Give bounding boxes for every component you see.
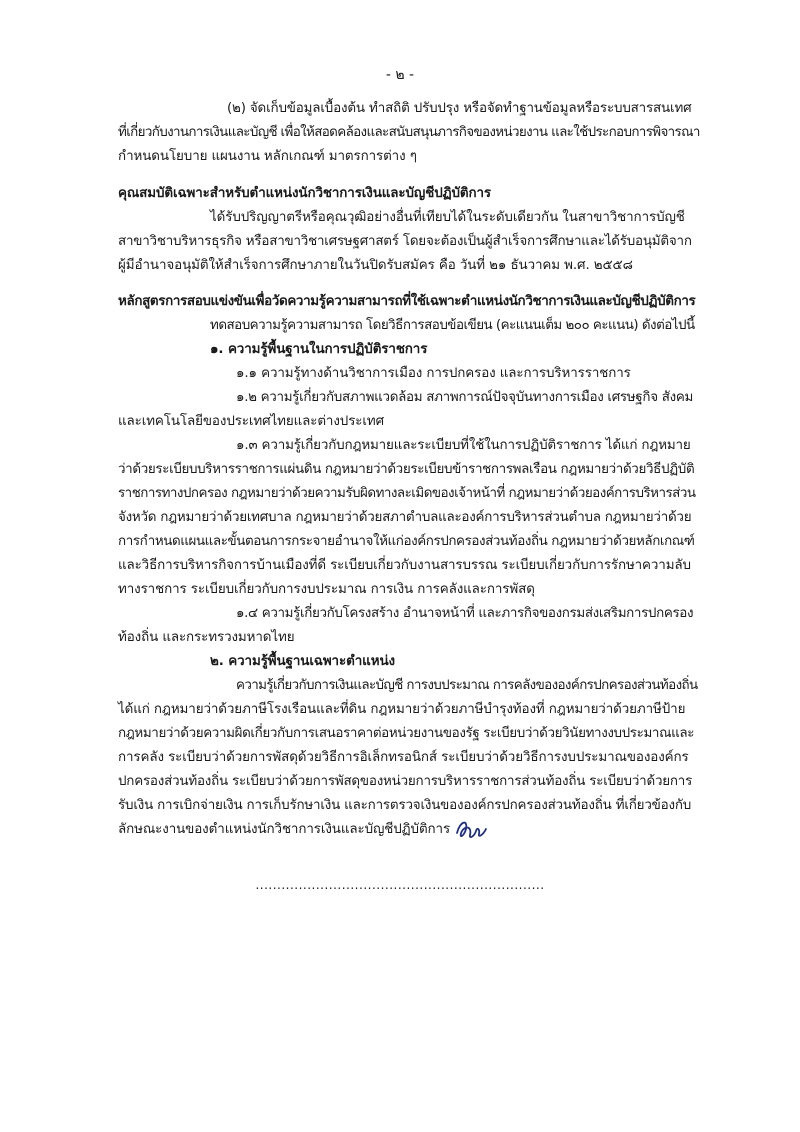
paragraph-line: ๑.๔ ความรู้เกี่ยวกับโครงสร้าง อำนาจหน้าที่ และภารกิจของกรมส่งเสริมการปกครอง — [236, 606, 694, 621]
signature-mark — [454, 817, 488, 843]
paragraph-line: และวิธีการบริหารกิจการบ้านเมืองที่ดี ระเบียบเกี่ยวกับงานสารบรรณ ระเบียบเกี่ยวกับการรักษาความลับ — [118, 558, 691, 573]
paragraph-line: ราชการทางปกครอง กฎหมายว่าด้วยความรับผิดทางละเมิดของเจ้าหน้าที่ กฎหมายว่าด้วยองค์การบริหารส่วน — [118, 486, 696, 501]
paragraph-line: กฎหมายว่าด้วยความผิดเกี่ยวกับการเสนอราคาต่อหน่วยงานของรัฐ ระเบียบว่าด้วยวินัยทางงบประมาณและ — [118, 726, 695, 741]
paragraph-line: รับเงิน การเบิกจ่ายเงิน การเก็บรักษาเงิน และการตรวจเงินขององค์กรปกครองส่วนท้องถิ่น ที่เกี่ยวข้องกับ — [118, 798, 692, 813]
paragraph-line: ได้แก่ กฎหมายว่าด้วยภาษีโรงเรือนและที่ดิน กฎหมายว่าด้วยภาษีบำรุงท้องที่ กฎหมายว่าด้วยภาษีป้าย — [118, 702, 686, 717]
paragraph-line: ทดสอบความรู้ความสามารถ โดยวิธีการสอบข้อเขียน (คะแนนเต็ม ๒๐๐ คะแนน) ดังต่อไปนี้ — [210, 318, 695, 333]
section-heading: คุณสมบัติเฉพาะสำหรับตำแหน่งนักวิชาการเงินและบัญชีปฏิบัติการ — [118, 186, 491, 201]
paragraph-line: ๑.๒ ความรู้เกี่ยวกับสภาพแวดล้อม สภาพการณ์ปัจจุบันทางการเมือง เศรษฐกิจ สังคม — [236, 390, 694, 405]
paragraph-line: ๑.๓ ความรู้เกี่ยวกับกฎหมายและระเบียบที่ใช้ในการปฏิบัติราชการ ได้แก่ กฎหมาย — [236, 438, 691, 453]
page-number: - ๒ - — [385, 67, 415, 83]
paragraph-line: ๑.๑ ความรู้ทางด้านวิชาการเมือง การปกครอง และการบริหารราชการ — [236, 366, 631, 381]
paragraph-line: ที่เกี่ยวกับงานการเงินและบัญชี เพื่อให้สอดคล้องและสนับสนุนภารกิจของหน่วยงาน และใช้ประกอบการพิจารณา — [118, 125, 700, 140]
paragraph-line: ท้องถิ่น และกระทรวงมหาดไทย — [118, 630, 295, 645]
paragraph-line: และเทคโนโลยีของประเทศไทยและต่างประเทศ — [118, 414, 384, 429]
subsection-heading: ๑. ความรู้พื้นฐานในการปฏิบัติราชการ — [210, 342, 428, 357]
paragraph-line: ได้รับปริญญาตรีหรือคุณวุฒิอย่างอื่นที่เทียบได้ในระดับเดียวกัน ในสาขาวิชาการบัญชี — [210, 210, 685, 225]
paragraph-line: จังหวัด กฎหมายว่าด้วยเทศบาล กฎหมายว่าด้วยสภาตำบลและองค์การบริหารส่วนตำบล กฎหมายว่าด้วย — [118, 510, 692, 525]
section-heading: หลักสูตรการสอบแข่งขันเพื่อวัดความรู้ความสามารถที่ใช้เฉพาะตำแหน่งนักวิชาการเงินและบัญชีปฏิบัติการ — [118, 294, 696, 309]
paragraph-line: การคลัง ระเบียบว่าด้วยการพัสดุด้วยวิธีการอิเล็กทรอนิกส์ ระเบียบว่าด้วยวิธีการงบประมาณขององค์กร — [118, 750, 689, 765]
paragraph-line: ลักษณะงานของตำแหน่งนักวิชาการเงินและบัญชีปฏิบัติการ — [118, 822, 451, 837]
paragraph-line: ความรู้เกี่ยวกับการเงินและบัญชี การงบประมาณ การคลังขององค์กรปกครองส่วนท้องถิ่น — [236, 678, 698, 693]
paragraph-line: กำหนดนโยบาย แผนงาน หลักเกณฑ์ มาตรการต่าง ๆ — [118, 149, 417, 164]
footer-rule: ................................................................... — [255, 878, 545, 892]
paragraph-line: ว่าด้วยระเบียบบริหารราชการแผ่นดิน กฎหมายว่าด้วยระเบียบข้าราชการพลเรือน กฎหมายว่าด้วยวิธีปฏิบัติ — [118, 462, 695, 477]
paragraph-line: (๒) จัดเก็บข้อมูลเบื้องต้น ทำสถิติ ปรับปรุง หรือจัดทำฐานข้อมูลหรือระบบสารสนเทศ — [227, 101, 692, 116]
paragraph-line: การกำหนดแผนและขั้นตอนการกระจายอำนาจให้แก่องค์กรปกครองส่วนท้องถิ่น กฎหมายว่าด้วยหลักเกณฑ์ — [118, 534, 695, 549]
paragraph-line: สาขาวิชาบริหารธุรกิจ หรือสาขาวิชาเศรษฐศาสตร์ โดยจะต้องเป็นผู้สำเร็จการศึกษาและได้รับอนุมัติจาก — [118, 234, 692, 249]
subsection-heading: ๒. ความรู้พื้นฐานเฉพาะตำแหน่ง — [210, 654, 395, 669]
paragraph-line: ผู้มีอำนาจอนุมัติให้สำเร็จการศึกษาภายในวันปิดรับสมัคร คือ วันที่ ๒๑ ธันวาคม พ.ศ. ๒๕๕๘ — [118, 258, 633, 273]
paragraph-line: ทางราชการ ระเบียบเกี่ยวกับการงบประมาณ การเงิน การคลังและการพัสดุ — [118, 582, 535, 597]
paragraph-line: ปกครองส่วนท้องถิ่น ระเบียบว่าด้วยการพัสดุของหน่วยการบริหารราชการส่วนท้องถิ่น ระเบียบว่าด้วยการ — [118, 774, 693, 789]
